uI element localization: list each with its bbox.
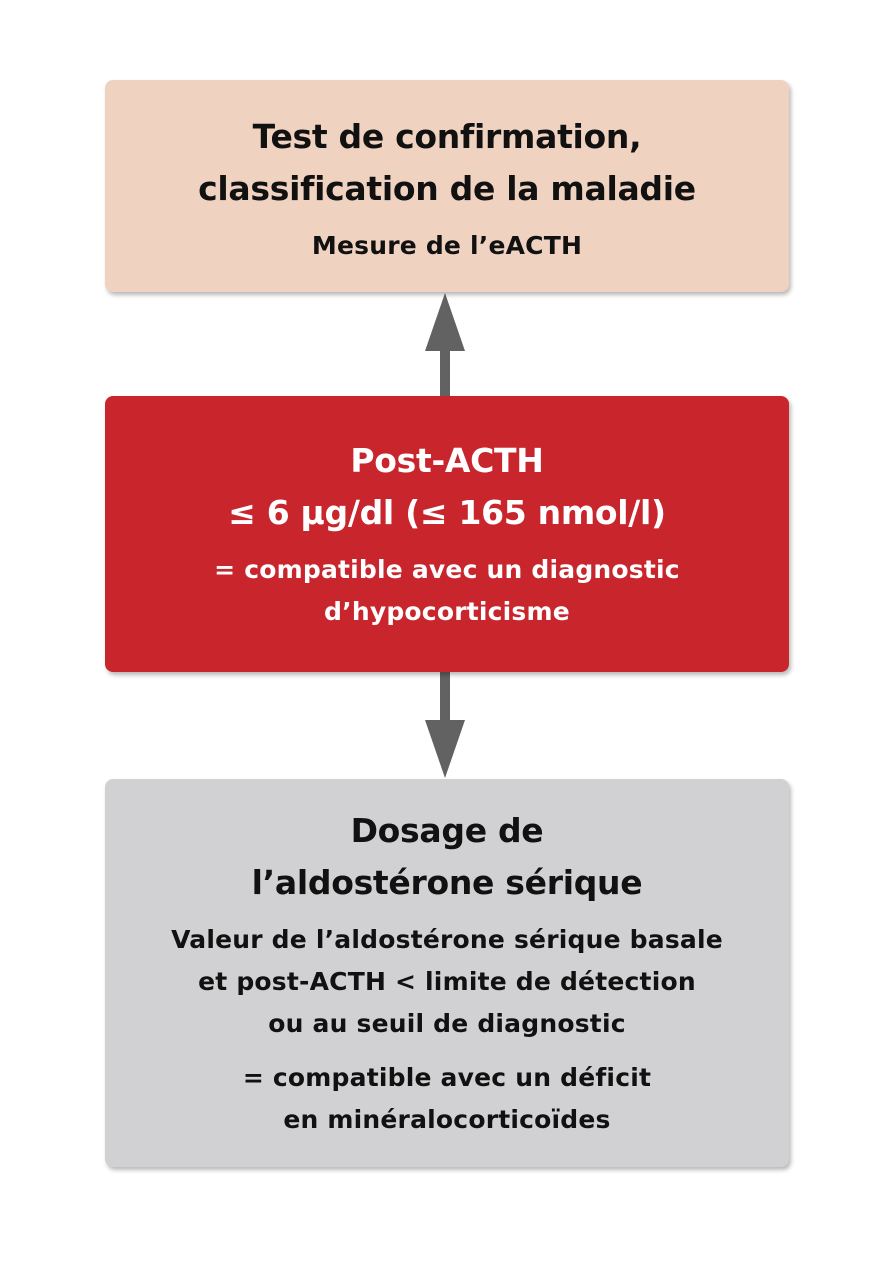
detail-line: = compatible avec un diagnostic xyxy=(214,555,680,584)
arrow-up-head xyxy=(425,293,465,351)
aldosterone-detail xyxy=(171,919,723,1045)
post-acth-title xyxy=(228,435,666,539)
arrow-up-shaft xyxy=(440,345,450,397)
conclusion-line: en minéralocorticoïdes xyxy=(283,1105,611,1134)
confirmation-test-detail: Mesure de l’eACTH xyxy=(311,231,583,260)
detail-line: ou au seuil de diagnostic xyxy=(268,1009,626,1038)
title-line: classification de la maladie xyxy=(198,169,696,208)
arrow-down-shaft xyxy=(440,671,450,727)
detail-line: et post-ACTH < limite de détection xyxy=(198,967,696,996)
confirmation-test-title xyxy=(198,111,696,215)
detail-line: Valeur de l’aldostérone sérique basale xyxy=(171,925,723,954)
title-line: Dosage de xyxy=(350,811,544,850)
post-acth-box xyxy=(105,396,789,672)
confirmation-test-box xyxy=(105,80,789,292)
post-acth-detail xyxy=(214,549,680,633)
title-line: ≤ 6 µg/dl (≤ 165 nmol/l) xyxy=(228,493,666,532)
detail-line: d’hypocorticisme xyxy=(324,597,570,626)
title-line: Test de confirmation, xyxy=(252,117,642,156)
arrow-down-head xyxy=(425,720,465,778)
aldosterone-conclusion xyxy=(243,1057,651,1141)
aldosterone-box xyxy=(105,779,789,1167)
title-line: Post-ACTH xyxy=(350,441,544,480)
title-line: l’aldostérone sérique xyxy=(251,863,643,902)
aldosterone-title xyxy=(252,805,643,909)
conclusion-line: = compatible avec un déficit xyxy=(242,1063,652,1092)
